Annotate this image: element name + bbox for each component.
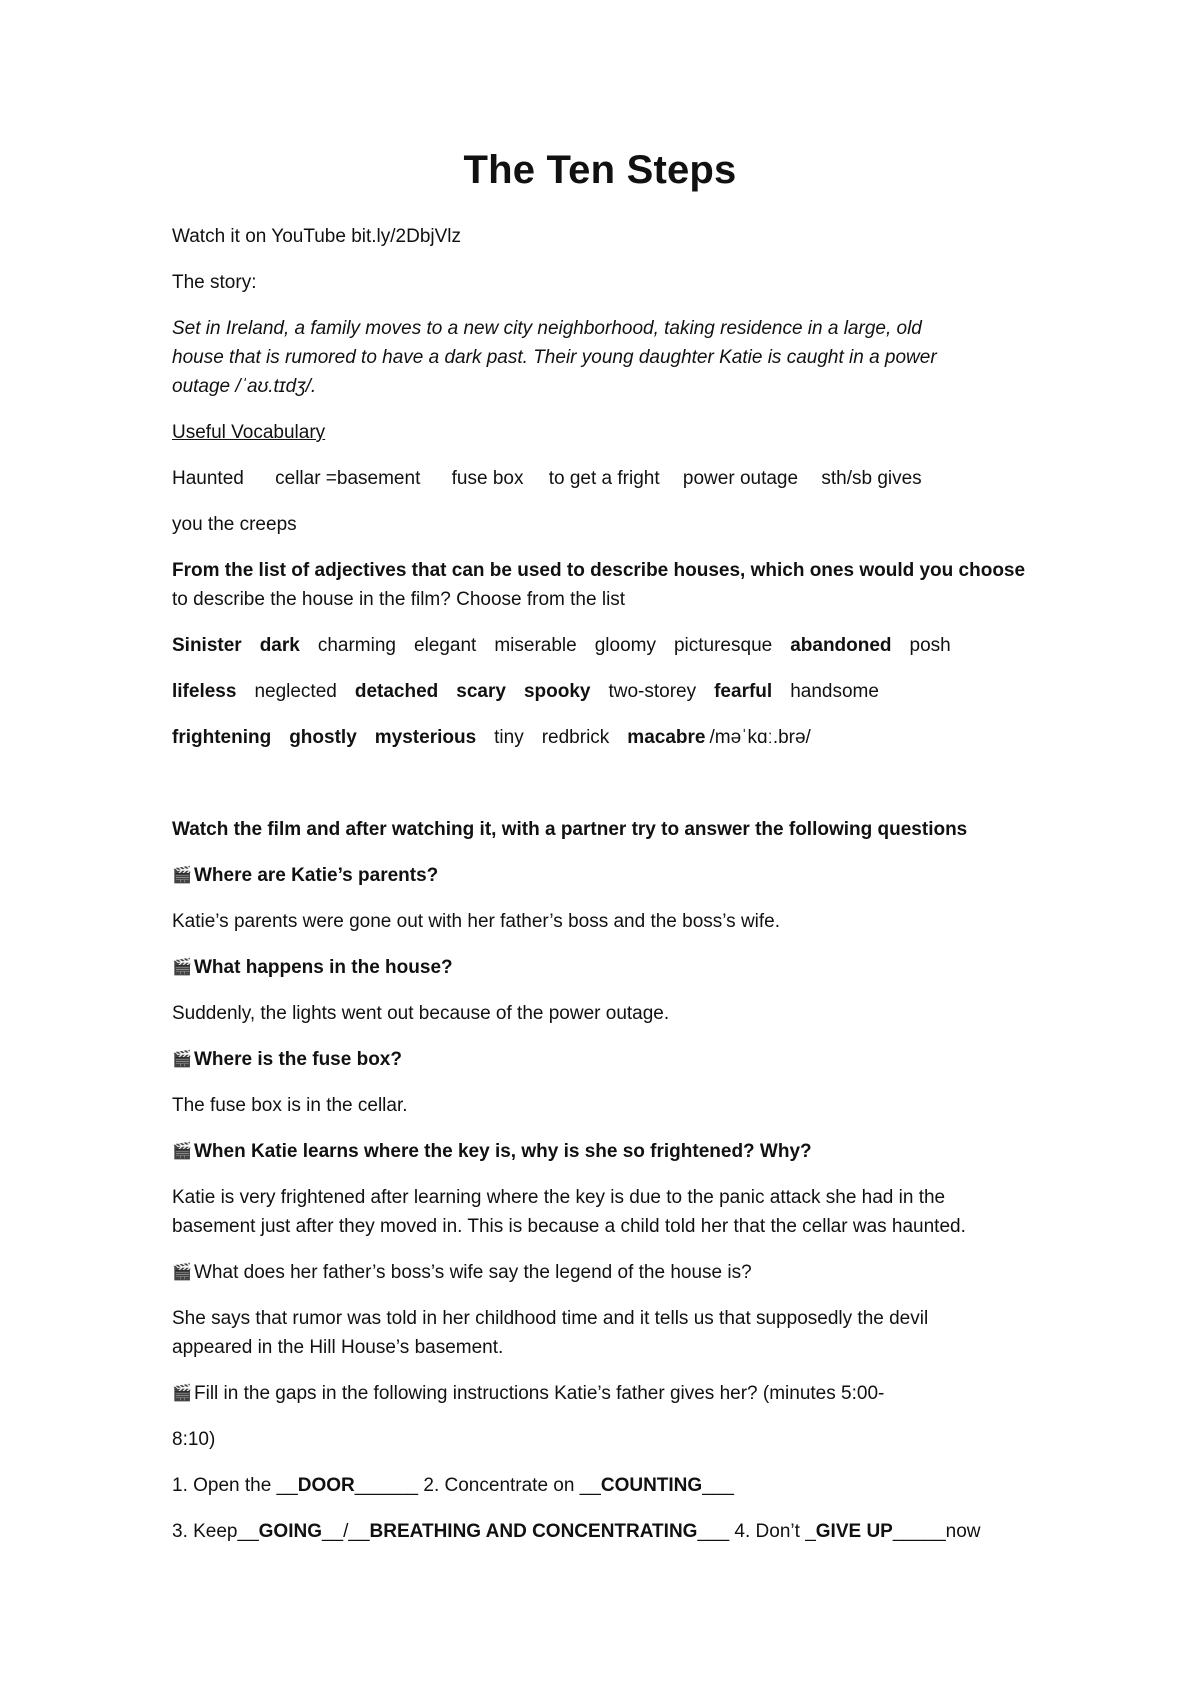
vocab-item: power outage — [682, 468, 799, 489]
fill-answer: GIVE UP — [815, 1521, 893, 1542]
answer-4-line-2: basement just after they moved in. This is because a child told her that the cellar was haunted. — [172, 1216, 966, 1237]
adjective-word: redbrick — [541, 727, 610, 748]
story-label: The story: — [172, 272, 257, 293]
adjective-row-1 — [172, 631, 1072, 660]
question-text: What happens in the house? — [194, 957, 453, 978]
answer-1: Katie’s parents were gone out with her father’s boss and the boss’s wife. — [172, 911, 781, 932]
question-3 — [172, 1045, 1072, 1074]
adjective-word: scary — [456, 681, 506, 702]
story-line-3: outage /ˈaʊ.tɪdʒ/. — [172, 376, 317, 397]
adjective-word: two-storey — [608, 681, 697, 702]
adjective-word: detached — [354, 681, 439, 702]
adjective-prompt-rest: to describe the house in the film? Choose from the list — [172, 589, 626, 610]
adjective-word: lifeless — [172, 681, 237, 702]
adjective-word: ghostly — [289, 727, 357, 748]
adjective-word: abandoned — [790, 635, 892, 656]
fill-answer: DOOR — [297, 1475, 355, 1496]
adjective-word: spooky — [523, 681, 591, 702]
clapperboard-icon: 🎬 — [172, 959, 192, 976]
fill-text: 3. Keep__ — [172, 1521, 259, 1542]
adjective-row-3 — [172, 723, 1072, 752]
question-text: Fill in the gaps in the following instructions Katie’s father gives her? (minutes 5:00- — [194, 1383, 885, 1404]
question-5 — [172, 1258, 1072, 1287]
answer-4-line-1: Katie is very frightened after learning where the key is due to the panic attack she had in the — [172, 1187, 946, 1208]
fill-answer: GOING — [258, 1521, 322, 1542]
vocab-item: to get a fright — [548, 468, 660, 489]
answer-3: The fuse box is in the cellar. — [172, 1095, 408, 1116]
adjective-prompt: From the list of adjectives that can be used to describe houses, which ones would you choose — [172, 560, 1026, 581]
vocab-line-1 — [172, 464, 1072, 493]
vocab-item: Haunted — [172, 468, 244, 489]
answer-2: Suddenly, the lights went out because of the power outage. — [172, 1003, 670, 1024]
story-line-2: house that is rumored to have a dark past. Their young daughter Katie is caught in a power — [172, 347, 937, 368]
story-line-1: Set in Ireland, a family moves to a new city neighborhood, taking residence in a large, old — [172, 318, 922, 339]
vocab-item: sth/sb gives — [821, 468, 922, 489]
adjective-word: gloomy — [594, 635, 656, 656]
fill-text: ___ 4. Don’t _ — [697, 1521, 816, 1542]
fill-text: ___ — [702, 1475, 734, 1496]
question-2 — [172, 953, 1072, 982]
answer-5-line-1: She says that rumor was told in her childhood time and it tells us that supposedly the devil — [172, 1308, 929, 1329]
adjective-word: posh — [909, 635, 951, 656]
clapperboard-icon: 🎬 — [172, 1264, 192, 1281]
adjective-word: dark — [259, 635, 300, 656]
adjective-word: picturesque — [673, 635, 773, 656]
question-text: What does her father’s boss’s wife say the legend of the house is? — [194, 1262, 752, 1283]
question-1 — [172, 861, 1072, 890]
question-text: Where are Katie’s parents? — [194, 865, 439, 886]
fill-text: _____now — [892, 1521, 981, 1542]
watch-line: Watch it on YouTube bit.ly/2DbjVlz — [172, 226, 462, 247]
page-title: The Ten Steps — [463, 148, 737, 192]
adjective-word: frightening — [172, 727, 272, 748]
vocab-line-2: you the creeps — [172, 514, 297, 535]
question-4 — [172, 1137, 1072, 1166]
fill-text: 1. Open the __ — [172, 1475, 298, 1496]
fill-answer: COUNTING — [600, 1475, 703, 1496]
adjective-word: fearful — [714, 681, 773, 702]
clapperboard-icon: 🎬 — [172, 1385, 192, 1402]
question-6 — [172, 1379, 1072, 1408]
adjective-word: handsome — [790, 681, 879, 702]
fill-text: ______ 2. Concentrate on __ — [354, 1475, 601, 1496]
answer-5-line-2: appeared in the Hill House’s basement. — [172, 1337, 504, 1358]
question-text: When Katie learns where the key is, why is she so frightened? Why? — [194, 1141, 812, 1162]
fill-answer: BREATHING AND CONCENTRATING — [369, 1521, 698, 1542]
clapperboard-icon: 🎬 — [172, 1143, 192, 1160]
adjective-word: elegant — [414, 635, 477, 656]
adjective-word: macabre — [627, 727, 706, 748]
clapperboard-icon: 🎬 — [172, 1051, 192, 1068]
adjective-word: charming — [317, 635, 396, 656]
vocab-heading: Useful Vocabulary — [172, 422, 326, 443]
adjective-word: Sinister — [172, 635, 242, 656]
adjective-word: miserable — [494, 635, 577, 656]
fill-text: __/__ — [321, 1521, 370, 1542]
fill-line-1 — [172, 1471, 1072, 1500]
fill-line-2 — [172, 1517, 1072, 1546]
adjective-word: tiny — [494, 727, 524, 748]
watch-instruction: Watch the film and after watching it, with a partner try to answer the following questions — [172, 819, 968, 840]
adjective-word: neglected — [254, 681, 337, 702]
adjective-word: mysterious — [374, 727, 477, 748]
clapperboard-icon: 🎬 — [172, 867, 192, 884]
vocab-item: fuse box — [451, 468, 524, 489]
vocab-item: cellar =basement — [275, 468, 421, 489]
adjective-row-2 — [172, 677, 1072, 706]
pronunciation: /məˈkɑː.brə/ — [709, 727, 811, 748]
question-text: Where is the fuse box? — [194, 1049, 402, 1070]
question-6-line-2: 8:10) — [172, 1429, 216, 1450]
